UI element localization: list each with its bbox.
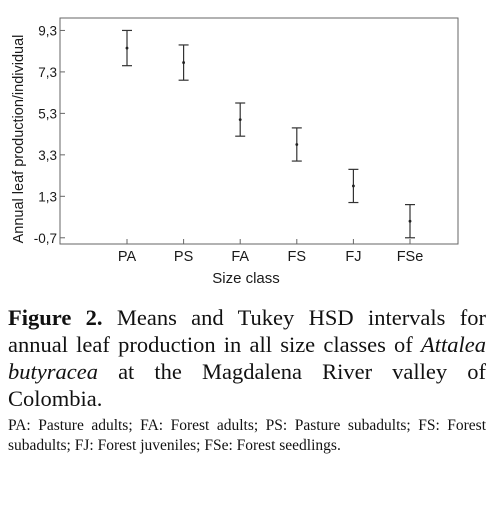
mean-point: [239, 118, 242, 121]
y-tick-label: 9,3: [38, 23, 57, 39]
x-tick-label: PA: [117, 249, 137, 265]
mean-point: [409, 220, 412, 223]
y-tick-label: -0,7: [33, 230, 57, 246]
caption-species: Attalea butyracea: [8, 332, 486, 384]
mean-point: [295, 143, 298, 146]
y-axis-label: Annual leaf production/individual: [11, 34, 27, 244]
interval-marks: [122, 30, 415, 237]
figure-caption: [8, 304, 486, 455]
y-tick-label: 3,3: [38, 147, 57, 163]
mean-point: [352, 185, 355, 188]
caption-main: [8, 304, 486, 412]
mean-point: [182, 61, 185, 64]
y-tick-label: 5,3: [38, 106, 57, 122]
x-tick-label: FSe: [396, 249, 424, 265]
x-tick-label: FJ: [345, 249, 362, 265]
x-axis-label: Size class: [212, 270, 280, 287]
x-tick-label: FA: [231, 249, 250, 265]
caption-notes: PA: Pasture adults; FA: Forest adults; PS: Pasture subadults; FS: Forest subadults; FJ: Forest juveniles; FSe: Forest seedlings.: [8, 417, 486, 454]
caption-text-after: at the Magdalena River valley of Colombia.: [8, 359, 486, 411]
x-tick-label: PS: [173, 249, 194, 265]
x-axis-ticks: [118, 239, 423, 265]
y-tick-label: 7,3: [38, 64, 57, 80]
y-tick-label: 1,3: [38, 189, 57, 205]
plot-frame: [60, 18, 458, 244]
mean-point: [126, 47, 129, 50]
caption-text-before: Means and Tukey HSD intervals for annual leaf production in all size classes of: [8, 305, 486, 357]
x-tick-label: FS: [287, 249, 307, 265]
caption-figure-label: Figure 2.: [8, 305, 103, 330]
